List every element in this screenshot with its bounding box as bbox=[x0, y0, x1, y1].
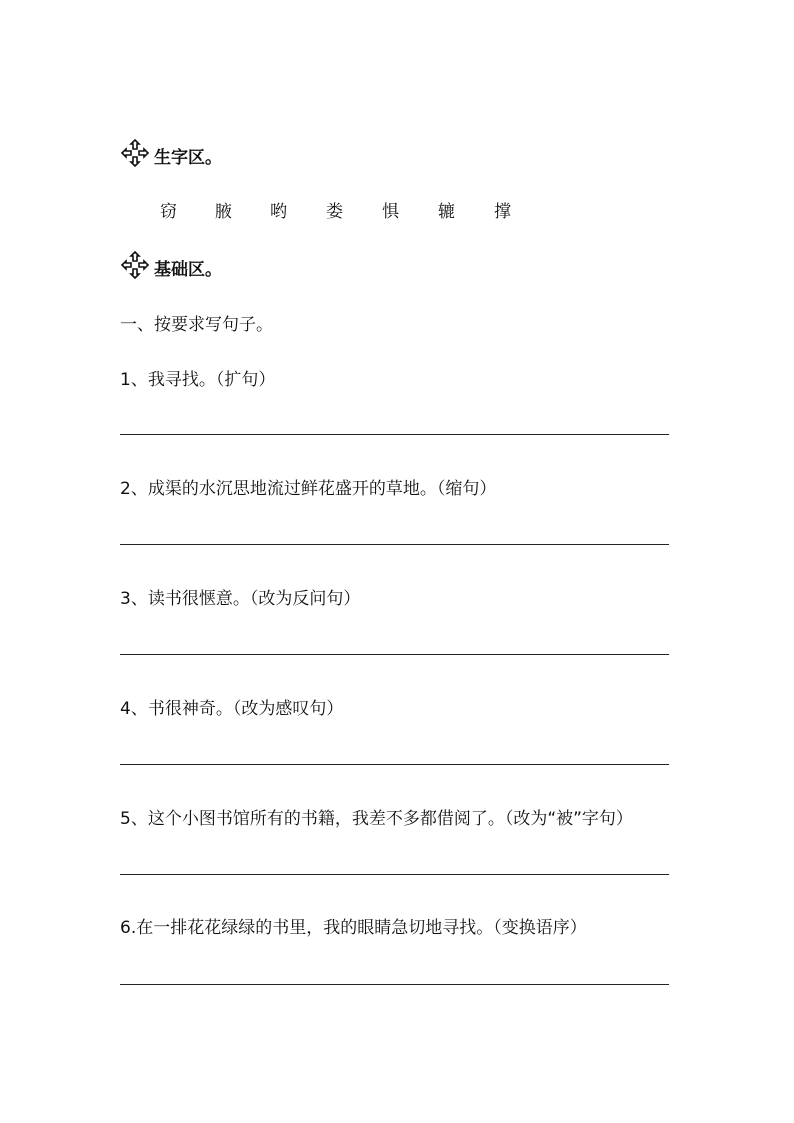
character-item: 辘 bbox=[438, 202, 455, 222]
character-item: 窃 bbox=[160, 202, 177, 222]
answer-line[interactable] bbox=[120, 544, 669, 545]
basics-heading-text: 基础区。 bbox=[154, 260, 222, 280]
answer-line[interactable] bbox=[120, 764, 669, 765]
character-item: 哟 bbox=[270, 202, 287, 222]
question-text: 2、成渠的水沉思地流过鲜花盛开的草地。（缩句） bbox=[120, 479, 497, 499]
answer-line[interactable] bbox=[120, 434, 669, 435]
character-item: 腋 bbox=[215, 202, 232, 222]
question-text: 5、这个小图书馆所有的书籍，我差不多都借阅了。（改为“被”字句） bbox=[120, 809, 633, 829]
question-text: 1、我寻找。（扩句） bbox=[120, 370, 276, 390]
character-item: 娄 bbox=[326, 202, 343, 222]
section-heading-vocab bbox=[120, 138, 222, 173]
question-text: 4、书很神奇。（改为感叹句） bbox=[120, 699, 344, 719]
vocab-heading-text: 生字区。 bbox=[154, 148, 222, 168]
four-arrows-icon bbox=[120, 250, 150, 285]
question-text: 3、读书很惬意。（改为反问句） bbox=[120, 589, 361, 609]
question-text: 6.在一排花花绿绿的书里，我的眼睛急切地寻找。（变换语序） bbox=[120, 918, 587, 938]
four-arrows-icon bbox=[120, 138, 150, 173]
answer-line[interactable] bbox=[120, 984, 669, 985]
character-item: 惧 bbox=[382, 202, 399, 222]
section-heading-basics bbox=[120, 250, 222, 285]
answer-line[interactable] bbox=[120, 874, 669, 875]
character-item: 撑 bbox=[494, 202, 511, 222]
answer-line[interactable] bbox=[120, 654, 669, 655]
exercise-title: 一、按要求写句子。 bbox=[120, 315, 273, 335]
